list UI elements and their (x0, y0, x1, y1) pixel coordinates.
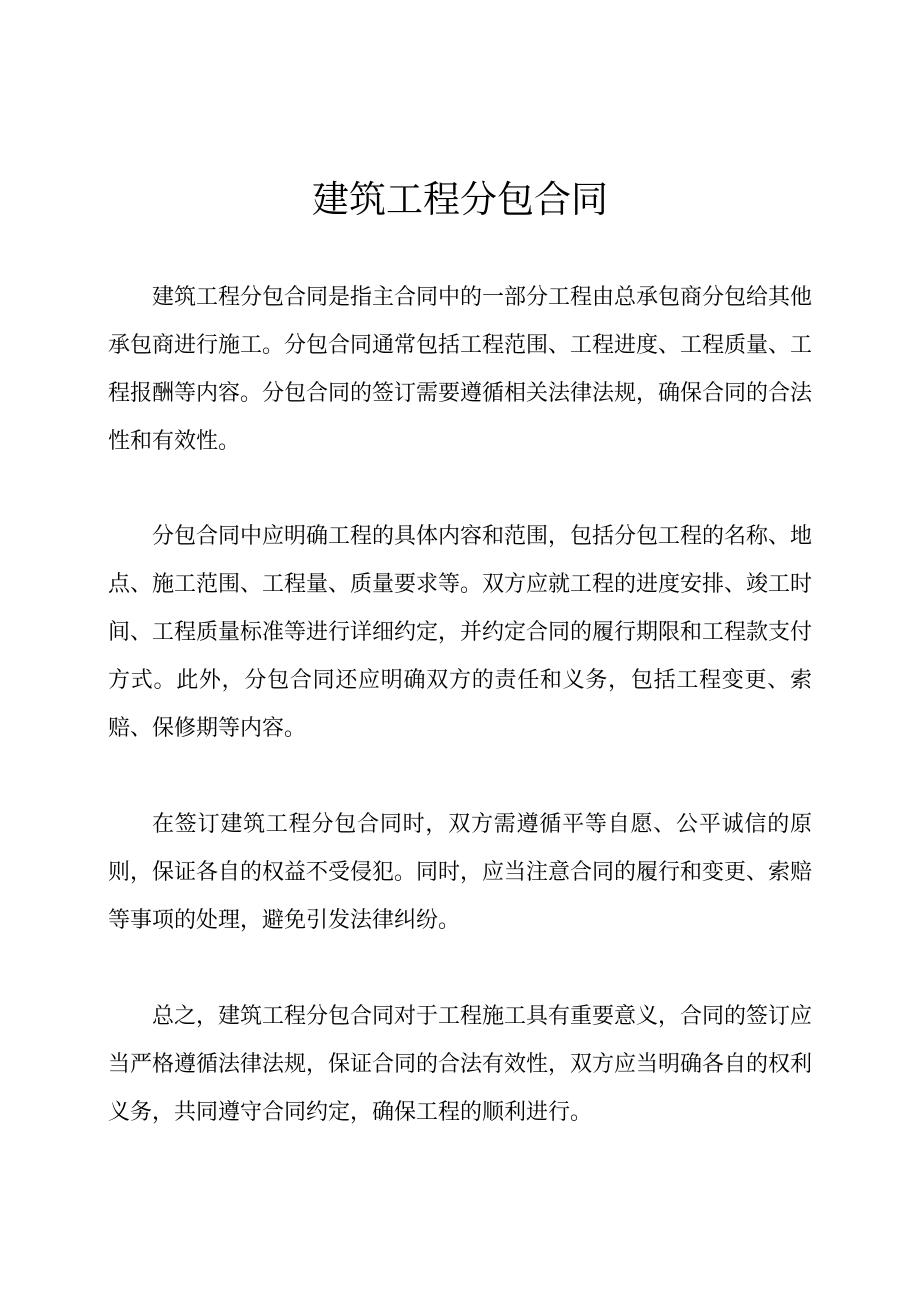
document-title: 建筑工程分包合同 (312, 178, 608, 221)
paragraph-4: 总之，建筑工程分包合同对于工程施工具有重要意义，合同的签订应当严格遵循法律法规，保证合同的合法有效性，双方应当明确各自的权利义务，共同遵守合同约定，确保工程的顺利进行。 (108, 1004, 813, 1125)
paragraph-3: 在签订建筑工程分包合同时，双方需遵循平等自愿、公平诚信的原则，保证各自的权益不受侵犯。同时，应当注意合同的履行和变更、索赔等事项的处理，避免引发法律纠纷。 (108, 812, 813, 933)
paragraph-2: 分包合同中应明确工程的具体内容和范围，包括分包工程的名称、地点、施工范围、工程量、质量要求等。双方应就工程的进度安排、竣工时间、工程质量标准等进行详细约定，并约定合同的履行期限和工程款支付方式。此外，分包合同还应明确双方的责任和义务，包括工程变更、索赔、保修期等内容。 (108, 524, 813, 741)
paragraph-1: 建筑工程分包合同是指主合同中的一部分工程由总承包商分包给其他承包商进行施工。分包合同通常包括工程范围、工程进度、工程质量、工程报酬等内容。分包合同的签订需要遵循相关法律法规，确保合同的合法性和有效性。 (108, 285, 813, 454)
